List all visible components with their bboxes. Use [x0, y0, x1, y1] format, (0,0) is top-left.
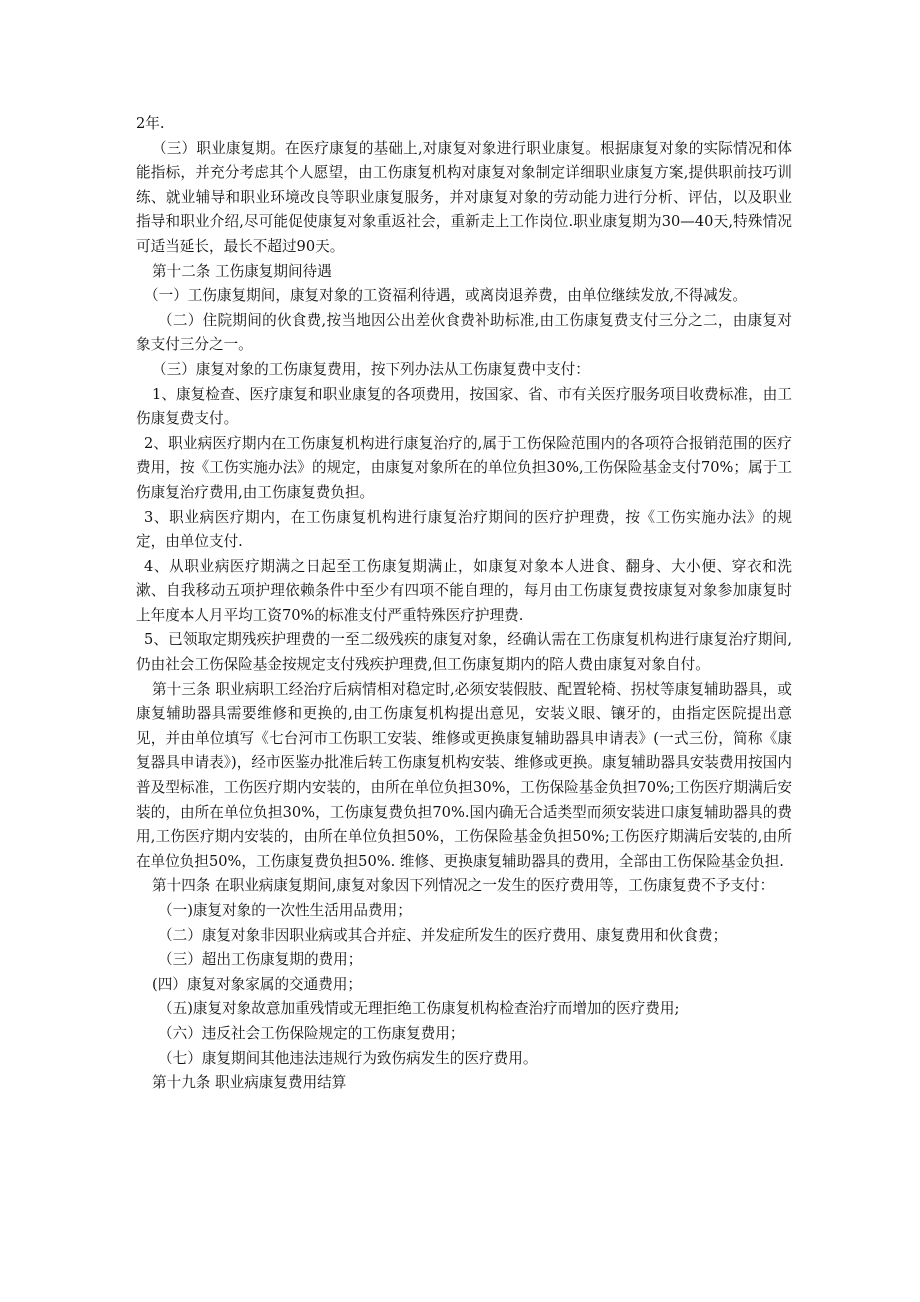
section-heading: 第十四条 在职业病康复期间,康复对象因下列情况之一发生的医疗费用等，工伤康复费不予支付：	[152, 877, 775, 895]
paragraph: 1、康复检查、医疗康复和职业康复的各项费用，按国家、省、市有关医疗服务项目收费标准，由工伤康复费支付。	[136, 385, 792, 428]
list-item: （六）违反社会工伤保险规定的工伤康复费用；	[158, 1024, 465, 1042]
paragraph: 5、已领取定期残疾护理费的一至二级残疾的康复对象，经确认需在工伤康复机构进行康复治疗期间,仍由社会工伤保险基金按规定支付残疾护理费,但工伤康复期内的陪人费由康复对象自付。	[136, 631, 792, 674]
paragraph: （二）住院期间的伙食费,按当地因公出差伙食费补助标准,由工伤康复费支付三分之二，由康复对象支付三分之一。	[136, 311, 792, 354]
paragraph: 2年.	[136, 115, 165, 132]
section-heading: 第十九条 职业病康复费用结算	[152, 1074, 347, 1092]
paragraph: （三）职业康复期。在医疗康复的基础上,对康复对象进行职业康复。根据康复对象的实际情况和体能指标，并充分考虑其个人愿望，由工伤康复机构对康复对象制定详细职业康复方案,提供职前技巧训练、就业辅导和职业环境改良等职业康复服务，并对康复对象的劳动能力进行分析、评估，以及职业指导和职业介绍,尽可能促使康复对象重返社会，重新走上工作岗位.职业康复期为30—40天,特殊情况可适当延长，最长不超过90天。	[136, 139, 792, 255]
list-item: （一)康复对象的一次性生活用品费用；	[158, 902, 412, 919]
paragraph: 2、职业病医疗期内在工伤康复机构进行康复治疗的,属于工伤保险范围内的各项符合报销范围的医疗费用，按《工伤实施办法》的规定，由康复对象所在的单位负担30%,工伤保险基金支付70%；属于工伤康复治疗费用,由工伤康复费负担。	[136, 434, 792, 501]
list-item: （二）康复对象非因职业病或其合并症、并发症所发生的医疗费用、康复费用和伙食费；	[158, 926, 728, 944]
list-item: （七）康复期间其他违法违规行为致伤病发生的医疗费用。	[158, 1049, 538, 1067]
list-item: （三）超出工伤康复期的费用；	[158, 951, 363, 969]
paragraph: （三）康复对象的工伤康复费用，按下列办法从工伤康复费中支付：	[152, 360, 590, 378]
list-item: (四）康复对象家属的交通费用；	[152, 975, 363, 993]
paragraph: （一）工伤康复期间，康复对象的工资福利待遇，或离岗退养费，由单位继续发放,不得减发。	[144, 287, 747, 305]
list-item: （五)康复对象故意加重残情或无理拒绝工伤康复机构检查治疗而增加的医疗费用;	[158, 1000, 680, 1018]
paragraph: 3、职业病医疗期内，在工伤康复机构进行康复治疗期间的医疗护理费，按《工伤实施办法》的规定，由单位支付.	[136, 508, 792, 551]
document-body	[136, 112, 792, 1096]
section-heading: 第十三条 职业病职工经治疗后病情相对稳定时,必须安装假肢、配置轮椅、拐杖等康复辅助器具，或康复辅助器具需要维修和更换的,由工伤康复机构提出意见，安装义眼、镶牙的，由指定医院提出意见，并由单位填写《七台河市工伤职工安装、维修或更换康复辅助器具申请表》(一式三份，简称《康复器具申请表》)，经市医鉴办批准后转工伤康复机构安装、维修或更换。康复辅助器具安装费用按国内普及型标准，工伤医疗期内安装的，由所在单位负担30%，工伤保险基金负担70%;工伤医疗期满后安装的，由所在单位负担30%，工伤康复费负担70%.国内确无合适类型而须安装进口康复辅助器具的费用,工伤医疗期内安装的，由所在单位负担50%，工伤保险基金负担50%;工伤医疗期满后安装的,由所在单位负担50%，工伤康复费负担50%. 维修、更换康复辅助器具的费用，全部由工伤保险基金负担.	[136, 680, 792, 870]
paragraph: 4、从职业病医疗期满之日起至工伤康复期满止，如康复对象本人进食、翻身、大小便、穿衣和洗漱、自我移动五项护理依赖条件中至少有四项不能自理的，每月由工伤康复费按康复对象参加康复时上年度本人月平均工资70%的标准支付严重特殊医疗护理费.	[136, 557, 792, 624]
section-heading: 第十二条 工伤康复期间待遇	[152, 262, 332, 280]
